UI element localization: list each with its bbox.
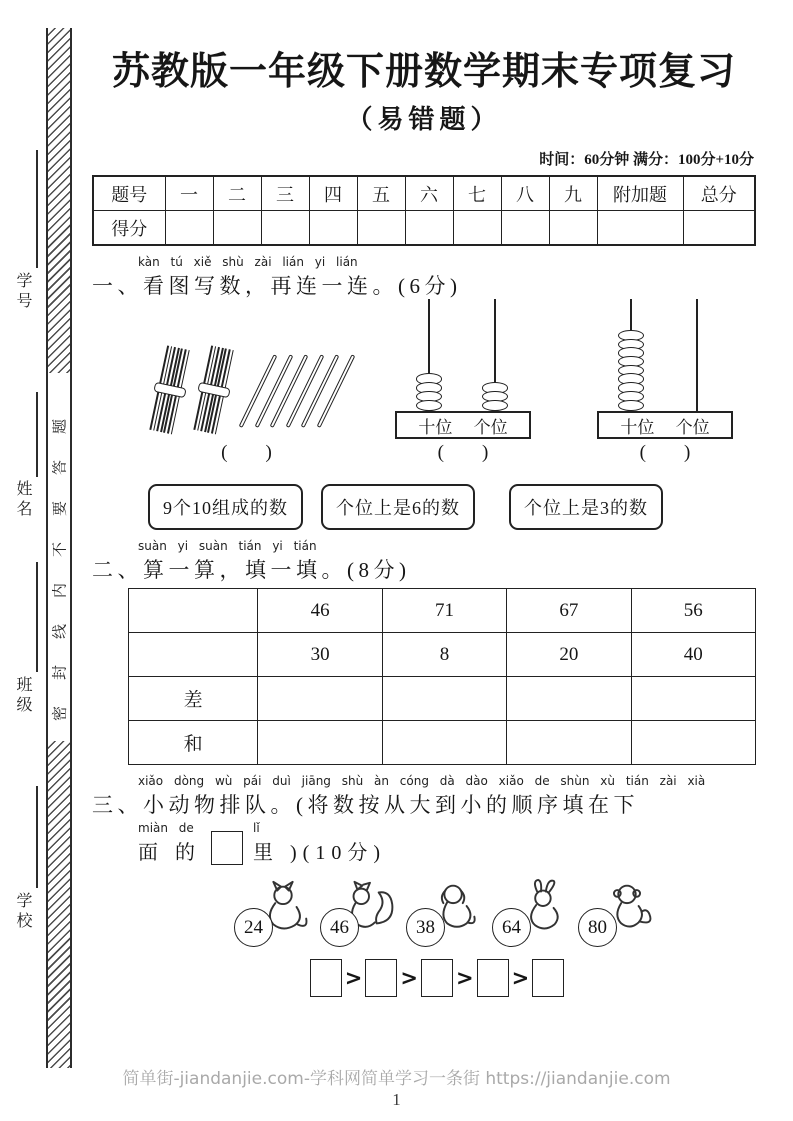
score-header-cell: 四 (309, 176, 357, 211)
student-id-line (36, 150, 38, 268)
greater-than-sign: > (456, 966, 474, 990)
animal-with-number (492, 877, 572, 951)
abacus-rods (395, 299, 531, 411)
score-header-cell: 八 (501, 176, 549, 211)
q3-title-line1: 三、小动物排队。(将数按从大到小的顺序填在下 (92, 793, 639, 817)
place-value-box (597, 411, 733, 439)
place-value-box (395, 411, 531, 439)
score-input-cell[interactable] (501, 211, 549, 246)
q2-answer-cell[interactable] (631, 677, 755, 721)
q2-table (128, 588, 756, 765)
score-header-cell: 三 (261, 176, 309, 211)
q2-answer-cell[interactable] (382, 677, 506, 721)
score-header-cell: 二 (213, 176, 261, 211)
q2-table-row (129, 589, 756, 633)
q1-title: 一、看图写数，再连一连。(6分) (92, 274, 462, 298)
score-header-cell: 六 (405, 176, 453, 211)
q1-abacus1-answer-blank[interactable]: ( ) (437, 442, 489, 463)
animal-number: 80 (578, 908, 617, 947)
q1-pinyin: kàn tú xiě shù zài lián yi lián (138, 255, 358, 269)
q1-sticks-figure (144, 343, 349, 464)
score-input-cell[interactable] (309, 211, 357, 246)
q3-line2-suffix: lǐ 里 )(10分) (253, 821, 386, 864)
abacus-rod (696, 299, 698, 411)
tens-place-label: 十位 (620, 417, 655, 437)
link-box-ninety[interactable]: 9个10组成的数 (148, 484, 303, 530)
q2-corner-cell[interactable] (129, 633, 258, 677)
q3-animals-row (234, 877, 756, 951)
animal-with-number (406, 877, 486, 951)
q2-answer-cell[interactable] (507, 721, 631, 765)
animal-with-number (320, 877, 400, 951)
time-score-meta: 时间：60分钟 满分：100分+10分 (539, 152, 754, 168)
score-input-cell[interactable] (683, 211, 755, 246)
paper-subtitle: （易错题） (346, 105, 502, 134)
abacus-illustration (597, 299, 733, 439)
abacus-bead (618, 400, 644, 412)
q2-value-cell: 71 (382, 589, 506, 633)
q2-pinyin: suàn yi suàn tián yi tián (138, 539, 317, 553)
q2-value-cell: 46 (258, 589, 382, 633)
q1-link-boxes-row (148, 484, 756, 530)
q1-abacus-figure-1 (395, 299, 531, 464)
greater-than-sign: > (344, 966, 363, 990)
q3-comparison-row (118, 959, 756, 997)
stick-bundle (193, 345, 234, 434)
link-box-ones-digit-3[interactable]: 个位上是3的数 (509, 484, 663, 530)
student-id-label: 学号 (14, 272, 31, 312)
q2-value-cell: 40 (631, 633, 755, 677)
paper-content (92, 0, 756, 997)
score-header-cell: 五 (357, 176, 405, 211)
class-line (36, 562, 38, 672)
q3-line2-prefix: miàn de 面 的 (138, 821, 201, 864)
school-line (36, 786, 38, 888)
q2-row-header: 和 (129, 721, 258, 765)
q2-value-cell: 30 (258, 633, 382, 677)
score-table-header-row (93, 176, 755, 211)
abacus-rods (597, 299, 733, 411)
sticks-illustration (144, 343, 349, 439)
score-table (92, 175, 756, 246)
q3-pinyin-line1: xiǎo dòng wù pái duì jiāng shù àn cóng dà dào xiǎo de shùn xù tián zài xià (138, 774, 706, 788)
q2-table-row (129, 633, 756, 677)
animal-number: 64 (492, 908, 531, 947)
seal-hatch-bottom (48, 741, 70, 1068)
q2-corner-cell[interactable] (129, 589, 258, 633)
q2-title: 二、算一算，填一填。(8分) (92, 558, 411, 582)
q2-table-row (129, 677, 756, 721)
greater-than-sign: > (511, 966, 530, 990)
q2-answer-cell[interactable] (258, 721, 382, 765)
bead-stack (618, 333, 644, 411)
abacus-illustration (395, 299, 531, 439)
abacus-bead (416, 400, 442, 412)
page-number: 1 (392, 1090, 401, 1109)
score-input-cell[interactable] (453, 211, 501, 246)
q1-figures-row (92, 304, 756, 464)
score-input-cell[interactable] (261, 211, 309, 246)
animal-with-number (234, 877, 314, 951)
link-box-ones-digit-6[interactable]: 个位上是6的数 (321, 484, 475, 530)
bead-stack (416, 376, 442, 411)
score-input-cell[interactable] (549, 211, 597, 246)
comparison-answer-box[interactable] (421, 959, 453, 997)
comparison-answer-box[interactable] (310, 959, 342, 997)
paper-title: 苏教版一年级下册数学期末专项复习 (111, 51, 736, 93)
animal-number: 46 (320, 908, 359, 947)
comparison-answer-box[interactable] (477, 959, 509, 997)
score-header-cell: 七 (453, 176, 501, 211)
score-input-cell[interactable] (165, 211, 213, 246)
q2-answer-cell[interactable] (382, 721, 506, 765)
tens-place-label: 十位 (418, 417, 453, 437)
animal-with-number (578, 877, 658, 951)
q2-value-cell: 67 (507, 589, 631, 633)
q3-inline-answer-box[interactable] (211, 831, 243, 865)
q3-title-line2 (138, 821, 756, 865)
score-header-cell: 附加题 (597, 176, 683, 211)
q2-row-header: 差 (129, 677, 258, 721)
score-input-cell[interactable] (213, 211, 261, 246)
seal-hatch-top (48, 28, 70, 373)
q2-answer-cell[interactable] (631, 721, 755, 765)
loose-stick (316, 354, 354, 427)
animal-number: 24 (234, 908, 273, 947)
school-label: 学校 (14, 892, 31, 932)
score-table-score-row (93, 211, 755, 246)
q2-value-cell: 56 (631, 589, 755, 633)
greater-than-sign: > (400, 966, 418, 990)
stick-bundle (149, 345, 190, 434)
q2-value-cell: 8 (382, 633, 506, 677)
seal-strip (46, 28, 72, 1068)
score-header-cell: 一 (165, 176, 213, 211)
ones-place-label: 个位 (675, 417, 710, 437)
abacus-bead (482, 400, 508, 412)
q2-value-cell: 20 (507, 633, 631, 677)
q1-abacus2-answer-blank[interactable]: ( ) (639, 442, 691, 463)
score-input-cell[interactable] (357, 211, 405, 246)
q2-answer-cell[interactable] (507, 677, 631, 721)
comparison-answer-box[interactable] (532, 959, 564, 997)
name-label: 姓名 (14, 480, 31, 520)
score-row-label: 得分 (93, 211, 165, 246)
score-header-cell: 题号 (93, 176, 165, 211)
ones-place-label: 个位 (473, 417, 508, 437)
site-watermark: 简单街-jiandanjie.com-学科网简单学习一条街 https://jiandanjie.com (122, 1069, 671, 1089)
name-line (36, 392, 38, 477)
q2-answer-cell[interactable] (258, 677, 382, 721)
score-header-cell: 九 (549, 176, 597, 211)
score-header-cell: 总分 (683, 176, 755, 211)
score-input-cell[interactable] (405, 211, 453, 246)
comparison-answer-box[interactable] (365, 959, 397, 997)
animal-number: 38 (406, 908, 445, 947)
seal-line-text: 密封线内不要答题 (52, 392, 69, 722)
score-input-cell[interactable] (597, 211, 683, 246)
q1-abacus-figure-2 (597, 299, 733, 464)
q1-sticks-answer-blank[interactable]: ( ) (221, 442, 272, 463)
class-label: 班级 (14, 676, 31, 716)
bead-stack (482, 385, 508, 411)
q2-table-row (129, 721, 756, 765)
